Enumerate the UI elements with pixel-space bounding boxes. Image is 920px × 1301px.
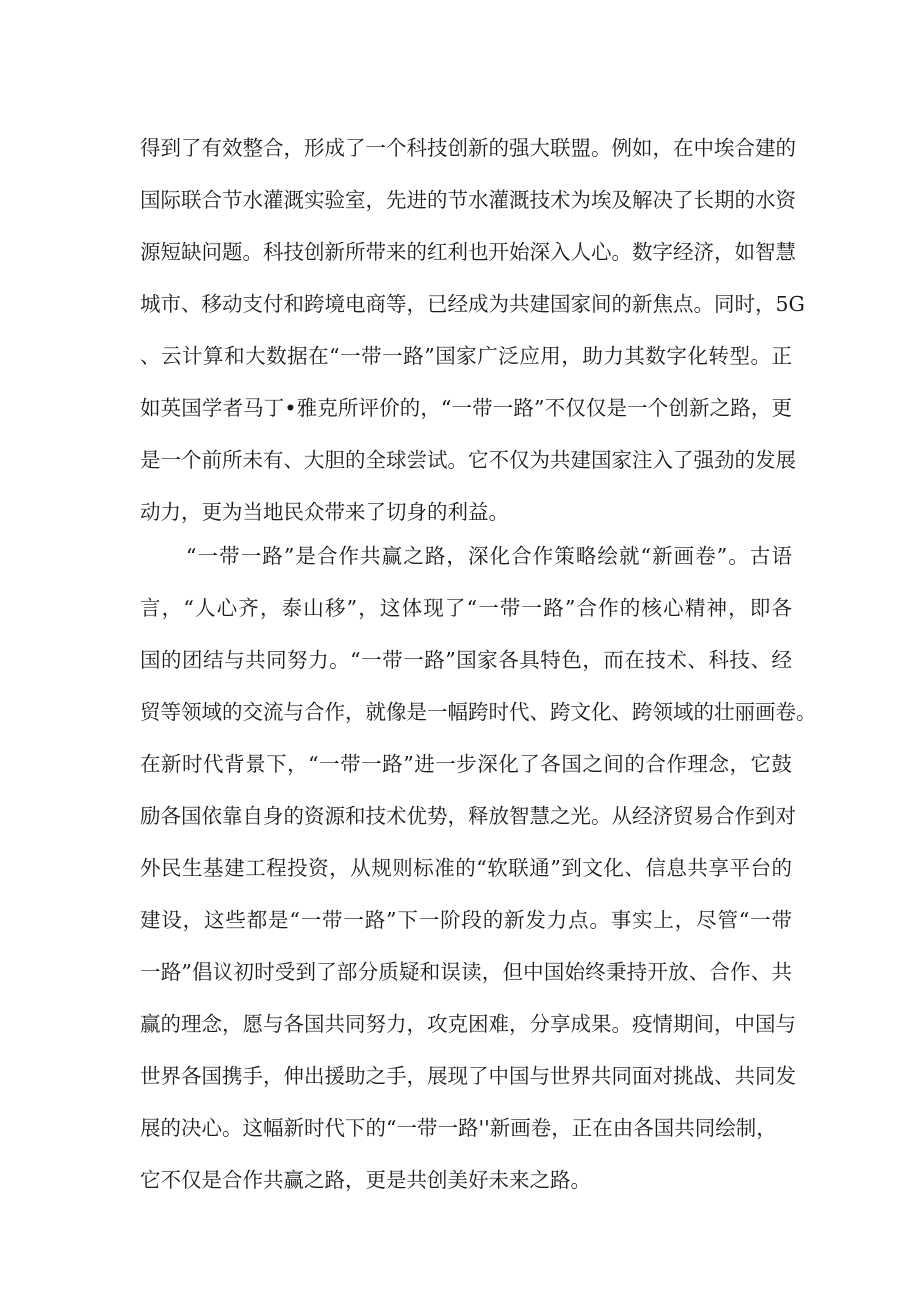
text-line: 如英国学者马丁•雅克所评价的，“一带一路”不仅仅是一个创新之路，更: [140, 396, 792, 420]
text-line: 城市、移动支付和跨境电商等，已经成为共建国家间的新焦点。同时，5G: [140, 292, 805, 316]
text-line: 国的团结与共同努力。“一带一路”国家各具特色，而在技术、科技、经: [140, 648, 792, 672]
text-line: 世界各国携手，伸出援助之手，展现了中国与世界共同面对挑战、共同发: [140, 1064, 796, 1088]
text-line: 展的决心。这幅新时代下的“一带一路''新画卷，正在由各国共同绘制，: [140, 1116, 777, 1140]
text-line: 贸等领域的交流与合作，就像是一幅跨时代、跨文化、跨领域的壮丽画卷。: [140, 700, 817, 724]
text-line: 国际联合节水灌溉实验室，先进的节水灌溉技术为埃及解决了长期的水资: [140, 188, 796, 212]
text-line: 励各国依靠自身的资源和技术优势，释放智慧之光。从经济贸易合作到对: [140, 804, 796, 828]
text-line: 在新时代背景下，“一带一路”进一步深化了各国之间的合作理念，它鼓: [140, 752, 792, 776]
text-line: 是一个前所未有、大胆的全球尝试。它不仅为共建国家注入了强劲的发展: [140, 448, 796, 472]
text-line: 得到了有效整合，形成了一个科技创新的强大联盟。例如，在中埃合建的: [140, 136, 796, 160]
text-line: 源短缺问题。科技创新所带来的红利也开始深入人心。数字经济，如智慧: [140, 240, 796, 264]
text-line: 动力，更为当地民众带来了切身的利益。: [140, 500, 509, 524]
text-line: 它不仅是合作共赢之路，更是共创美好未来之路。: [140, 1168, 591, 1192]
text-line: “一带一路”是合作共赢之路，深化合作策略绘就“新画卷”。古语: [186, 544, 792, 568]
text-line: 一路”倡议初时受到了部分质疑和误读，但中国始终秉持开放、合作、共: [140, 960, 792, 984]
text-line: 、云计算和大数据在“一带一路”国家广泛应用，助力其数字化转型。正: [140, 344, 792, 368]
text-line: 建设，这些都是“一带一路”下一阶段的新发力点。事实上，尽管“一带: [140, 908, 792, 932]
text-line: 外民生基建工程投资，从规则标准的“软联通”到文化、信息共享平台的: [140, 856, 792, 880]
text-line: 言，“人心齐，泰山移”，这体现了“一带一路”合作的核心精神，即各: [140, 596, 792, 620]
text-line: 赢的理念，愿与各国共同努力，攻克困难，分享成果。疫情期间，中国与: [140, 1012, 796, 1036]
